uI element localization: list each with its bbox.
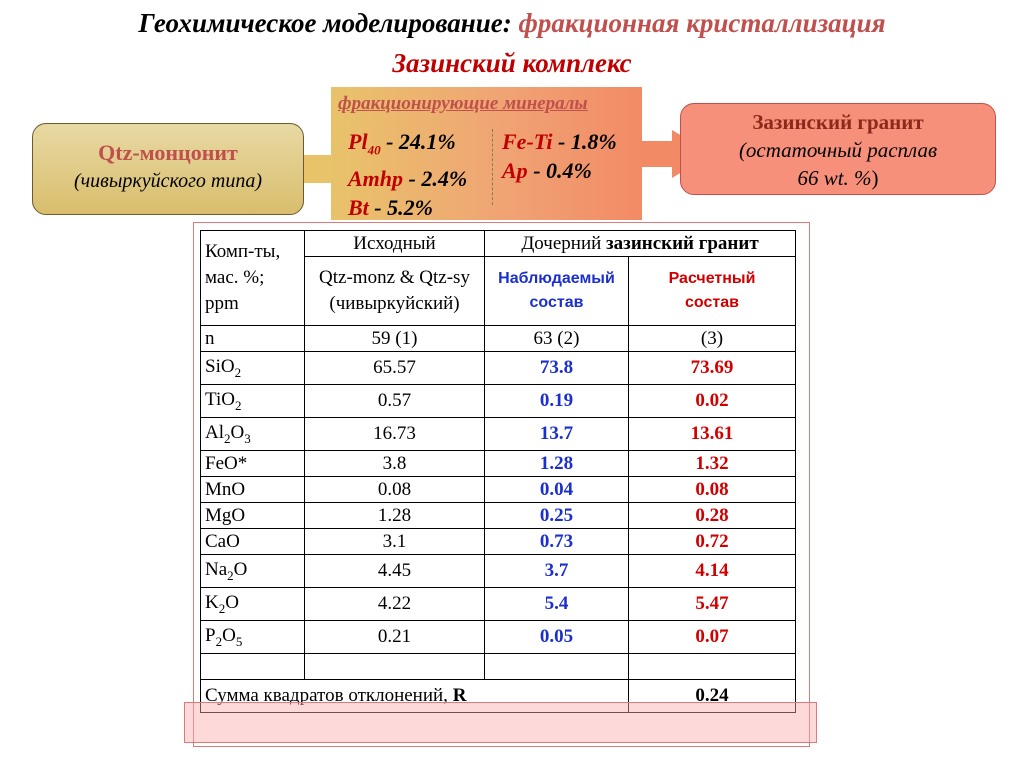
table-row [201,451,796,477]
oxide-name: MgO [201,503,305,529]
residual-melt-box [680,103,996,195]
header-parent-sub: Qtz-monz & Qtz-sy (чивыркуйский) [305,257,485,326]
mineral-bt: Bt - 5.2% [348,195,433,221]
oxide-name: $K_2O$ [201,588,305,621]
table-row [201,529,796,555]
table-row [201,503,796,529]
granite-name: Зазинский гранит [752,110,924,134]
parent-value: 1.28 [305,503,485,529]
parent-value: 0.57 [305,385,485,418]
observed-value: 0.19 [485,385,629,418]
table-row [201,418,796,451]
parent-value: 3.1 [305,529,485,555]
mineral-feti: Fe-Ti - 1.8% [502,129,617,154]
calculated-value: 0.28 [629,503,796,529]
observed-value: 0.25 [485,503,629,529]
minerals-heading: фракционирующие минералы [338,93,588,114]
mineral-ap: Ap - 0.4% [502,158,592,183]
parent-value: 0.21 [305,621,485,654]
table-row [201,555,796,588]
oxide-name: CaO [201,529,305,555]
sum-label: Сумма квадратов отклонений, R [201,680,629,713]
calculated-value: 0.02 [629,385,796,418]
oxide-name: $Al_2O_3$ [201,418,305,451]
source-rock-type: (чивыркуйского типа) [73,170,263,192]
parent-value: 0.08 [305,477,485,503]
page-subtitle: Зазинский комплекс [392,48,632,78]
header-observed: Наблюдаемый состав [485,257,629,326]
oxide-name: $Na_2O$ [201,555,305,588]
header-components: Комп-ты, мас. %; ppm [201,231,305,326]
minerals-divider [492,129,493,205]
oxide-name: $P_2O_5$ [201,621,305,654]
page-title [0,8,1024,39]
observed-value: 13.7 [485,418,629,451]
minerals-column-2 [502,127,617,185]
mineral-pl: $Pl_{40} - 24.1\%$ [348,129,456,158]
header-daughter: Дочерний зазинский гранит [485,231,796,257]
calculated-value: 0.72 [629,529,796,555]
oxide-name: FeO* [201,451,305,477]
oxide-name: TiO$_2$ [201,385,305,418]
parent-value: 65.57 [305,352,485,385]
header-calculated: Расчетный состав [629,257,796,326]
source-rock-box [32,123,304,215]
table-row [201,352,796,385]
calculated-value: 5.47 [629,588,796,621]
table-row: n 59 (1) 63 (2) (3) [201,326,796,352]
observed-value: 1.28 [485,451,629,477]
title-part-1: Геохимическое моделирование: [138,8,519,38]
mineral-amhp: Amhp - 2.4% [348,166,468,192]
granite-subtitle-1: (остаточный расплав [738,138,938,162]
observed-value: 5.4 [485,588,629,621]
observed-value: 73.8 [485,352,629,385]
oxide-rows [201,352,796,654]
table-header-row [201,231,796,257]
calculated-value: 13.61 [629,418,796,451]
header-parent: Исходный [305,231,485,257]
source-rock-name: Qtz-монцонит [98,140,238,165]
observed-value: 0.73 [485,529,629,555]
oxide-name: SiO$_2$ [201,352,305,385]
parent-value: 4.45 [305,555,485,588]
calculated-value: 1.32 [629,451,796,477]
sum-value: 0.24 [629,680,796,713]
composition-table [200,230,796,713]
calculated-value: 0.08 [629,477,796,503]
fractionating-minerals-panel [331,87,642,220]
arrow-icon-body [642,141,672,167]
observed-value: 3.7 [485,555,629,588]
table-row-empty [201,654,796,680]
calculated-value: 73.69 [629,352,796,385]
sum-row [201,680,796,713]
table-row [201,621,796,654]
calculated-value: 4.14 [629,555,796,588]
connector-bar [304,155,334,183]
oxide-name: MnO [201,477,305,503]
table-row [201,477,796,503]
parent-value: 4.22 [305,588,485,621]
parent-value: 16.73 [305,418,485,451]
table-row [201,588,796,621]
observed-value: 0.05 [485,621,629,654]
minerals-column-1 [348,127,467,222]
granite-subtitle-2: 66 wt. %) [797,166,879,190]
table-row [201,385,796,418]
title-part-2: фракционная кристаллизация [518,8,886,38]
parent-value: 3.8 [305,451,485,477]
observed-value: 0.04 [485,477,629,503]
calculated-value: 0.07 [629,621,796,654]
